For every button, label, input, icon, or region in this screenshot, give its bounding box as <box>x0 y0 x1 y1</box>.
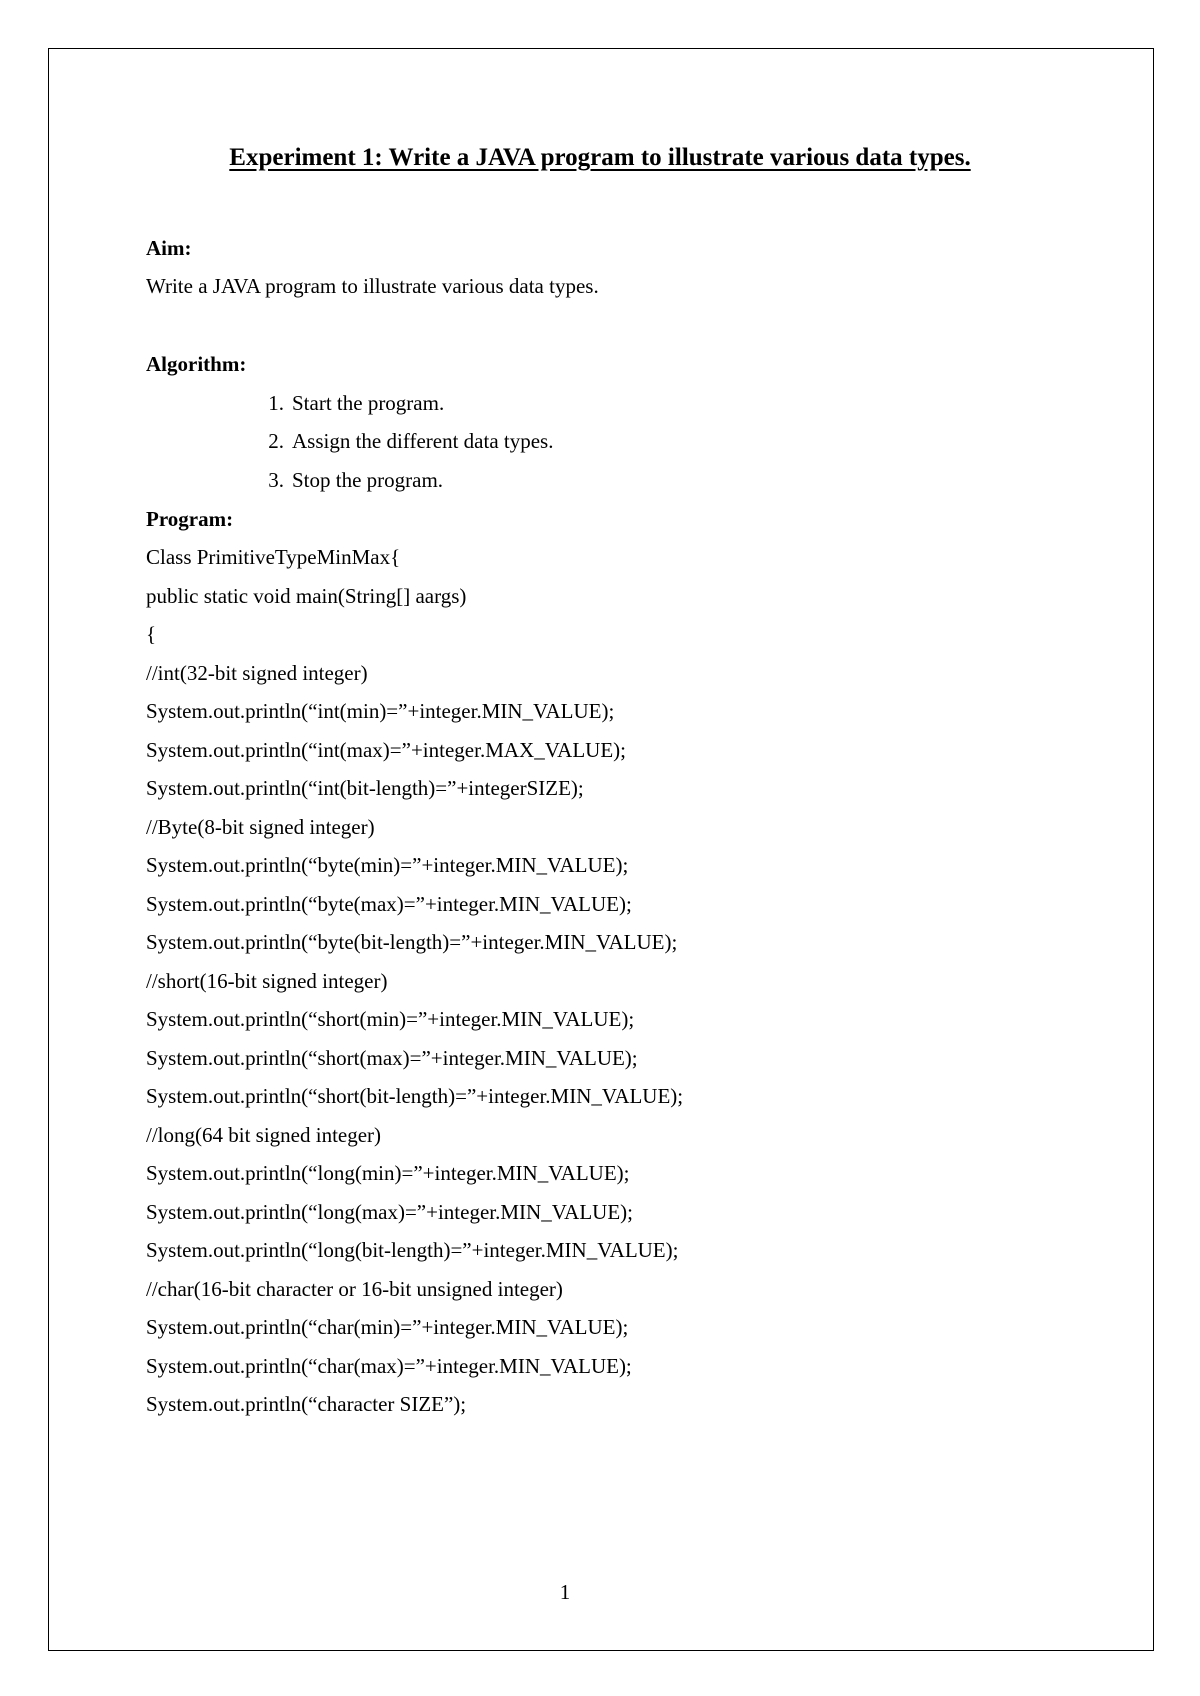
code-line: System.out.println(“byte(bit-length)=”+integer.MIN_VALUE); <box>146 930 678 954</box>
step-text: Assign the different data types. <box>292 429 554 453</box>
code-line: System.out.println(“int(bit-length)=”+integerSIZE); <box>146 776 584 800</box>
aim-text: Write a JAVA program to illustrate various data types. <box>146 274 599 298</box>
document-title: Experiment 1: Write a JAVA program to illustrate various data types. <box>229 144 971 171</box>
code-line: System.out.println(“char(max)=”+integer.MIN_VALUE); <box>146 1354 632 1378</box>
code-line: System.out.println(“byte(max)=”+integer.MIN_VALUE); <box>146 892 632 916</box>
code-comment: //Byte(8-bit signed integer) <box>146 815 375 839</box>
page-number: 1 <box>559 1580 571 1604</box>
code-line: System.out.println(“short(max)=”+integer.MIN_VALUE); <box>146 1046 638 1070</box>
code-line: System.out.println(“long(bit-length)=”+integer.MIN_VALUE); <box>146 1238 679 1262</box>
code-comment: //short(16-bit signed integer) <box>146 969 388 993</box>
step-number: 1. <box>268 391 284 415</box>
step-number: 3. <box>268 468 284 492</box>
code-line: System.out.println(“character SIZE”); <box>146 1392 467 1416</box>
code-line: System.out.println(“short(bit-length)=”+integer.MIN_VALUE); <box>146 1084 684 1108</box>
step-text: Stop the program. <box>292 468 444 492</box>
step-number: 2. <box>268 429 284 453</box>
code-line: { <box>146 622 157 646</box>
code-line: System.out.println(“short(min)=”+integer.MIN_VALUE); <box>146 1007 635 1031</box>
code-line: System.out.println(“int(max)=”+integer.MAX_VALUE); <box>146 738 626 762</box>
code-comment: //long(64 bit signed integer) <box>146 1123 382 1147</box>
algorithm-heading: Algorithm: <box>146 352 247 376</box>
code-line: System.out.println(“long(max)=”+integer.MIN_VALUE); <box>146 1200 633 1224</box>
code-line: System.out.println(“char(min)=”+integer.MIN_VALUE); <box>146 1315 629 1339</box>
aim-heading: Aim: <box>146 236 192 260</box>
code-line: System.out.println(“byte(min)=”+integer.MIN_VALUE); <box>146 853 629 877</box>
code-line: System.out.println(“int(min)=”+integer.MIN_VALUE); <box>146 699 615 723</box>
step-text: Start the program. <box>292 391 445 415</box>
code-line: Class PrimitiveTypeMinMax{ <box>146 545 401 569</box>
code-comment: //char(16-bit character or 16-bit unsigned integer) <box>146 1277 563 1301</box>
code-comment: //int(32-bit signed integer) <box>146 661 368 685</box>
code-line: public static void main(String[] aargs) <box>146 584 467 608</box>
code-line: System.out.println(“long(min)=”+integer.MIN_VALUE); <box>146 1161 630 1185</box>
program-heading: Program: <box>146 507 234 531</box>
